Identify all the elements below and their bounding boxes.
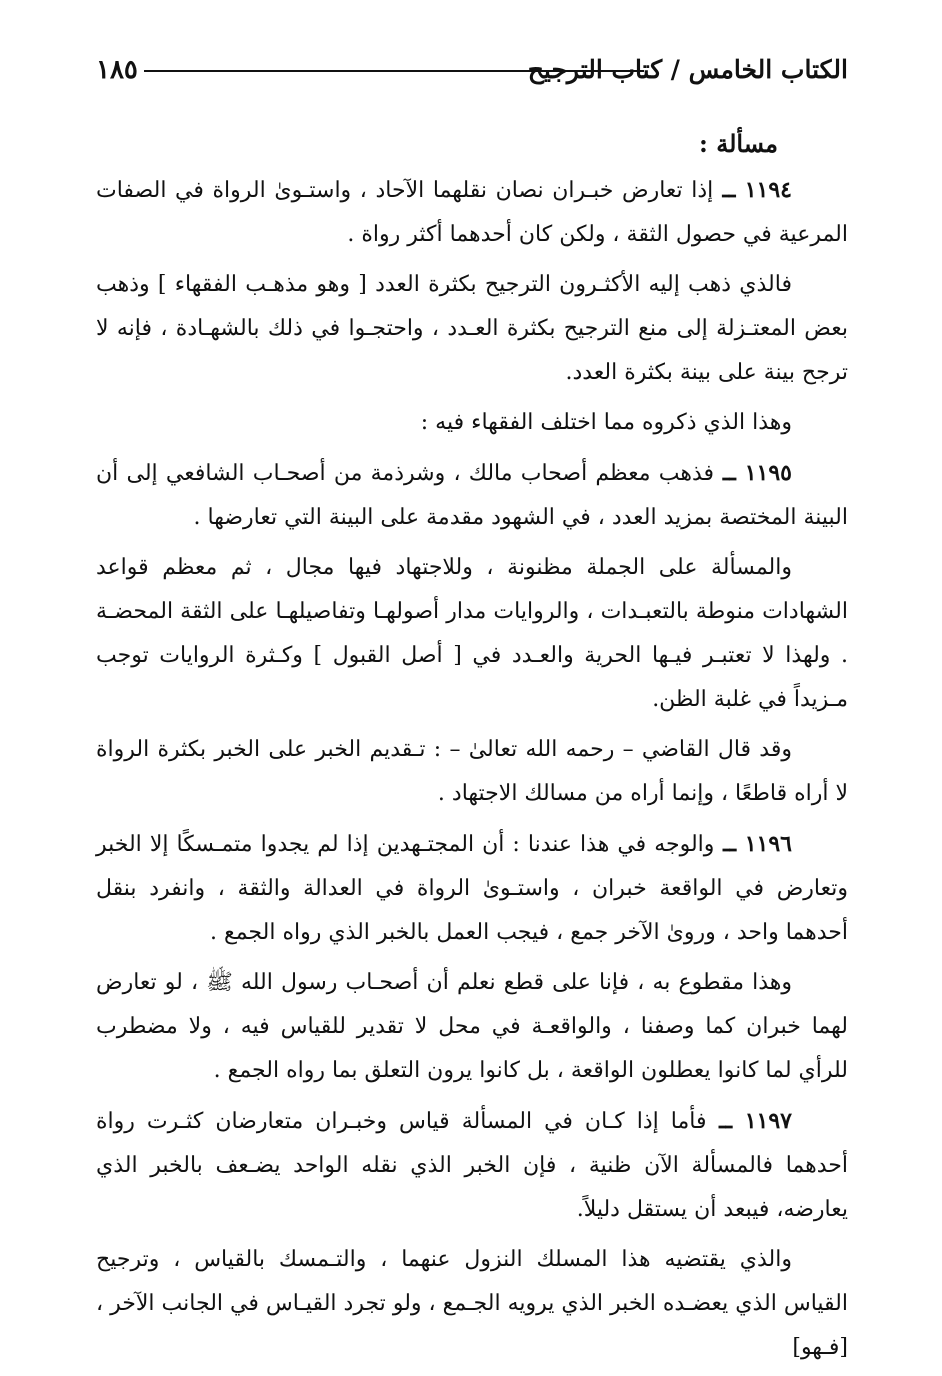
paragraph <box>96 1238 848 1370</box>
paragraph-1197 <box>96 1099 848 1232</box>
paragraph <box>96 263 848 395</box>
paragraph-text: فالذي ذهب إليه الأكثـرون الترجيح بكثرة العدد [ وهو مذهـب الفقهاء ] وذهب بعض المعتـزلة إلى منع الترجيح بكثرة العـدد ، واحتجـوا في ذلك بالشهـادة ، فإنه لا ترجح بينة على بينة بكثرة العدد. <box>96 272 848 385</box>
paragraph-text: والوجه في هذا عندنا : أن المجتـهدين إذا لم يجدوا متمـسكًا إلا الخبر وتعارض في الواقعة خبران ، واستـوىٰ الرواة في العدالة والثقة ، وانفرد بنقل أحدهما واحد ، وروىٰ الآخر جمع ، فيجب العمل بالخبر الذي رواه الجمع . <box>96 832 848 945</box>
page-header <box>96 52 848 96</box>
paragraph-number: ١١٩٥ ــ <box>714 460 792 486</box>
paragraph-number: ١١٩٦ ــ <box>714 831 792 857</box>
paragraph-text: إذا تعارض خبـران نصان نقلهما الآحاد ، واستـوىٰ الرواة في الصفات المرعية في حصول الثقة ، ولكن كان أحدهما أكثر رواة . <box>96 178 848 247</box>
paragraph <box>96 728 848 816</box>
paragraph-text: وهذا الذي ذكروه مما اختلف الفقهاء فيه : <box>420 410 792 435</box>
paragraph-1195 <box>96 451 848 540</box>
paragraph-1194 <box>96 168 848 257</box>
paragraph-text: فذهب معظم أصحاب مالك ، وشرذمة من أصحـاب الشافعي إلى أن البينة المختصة بمزيد العدد ، في الشهود مقدمة على البينة التي تعارضها . <box>96 461 848 530</box>
paragraph-text: فأما إذا كـان في المسألة قياس وخبـران متعارضان كثـرت رواة أحدهما فالمسألة الآن ظنية ، فإن الخبر الذي نقله الواحد يضـعف بالخبر الذي يعارضه، فيبعد أن يستقل دليلاً. <box>96 1109 848 1222</box>
paragraph-text: وقد قال القاضي – رحمه الله تعالىٰ – : تـقديم الخبر على الخبر بكثرة الرواة لا أراه قاطعًا ، وإنما أراه من مسالك الاجتهاد . <box>96 737 848 806</box>
paragraph-number: ١١٩٤ ــ <box>713 177 792 203</box>
paragraph-text: والمسألة على الجملة مظنونة ، وللاجتهاد فيها مجال ، ثم معظم قواعد الشهادات منوطة بالتعبـدات ، والروايات مدار أصولهـا وتفاصيلهـا على الثقة المحضـة . ولهذا لا تعتبـر فيـها الحرية والعـدد في [ أصل القبول ] وكـثرة الروايات توجب مـزيداً في غلبة الظن. <box>96 555 848 712</box>
paragraph-text: والذي يقتضيه هذا المسلك النزول عنهما ، والتـمسك بالقياس ، وترجيح القياس الذي يعضـده الخبر الذي يرويه الجـمع ، ولو تجرد القيـاس في الجانب الآخر ، [فـهو] <box>96 1247 848 1360</box>
page-body <box>96 124 848 1376</box>
paragraph <box>96 401 848 445</box>
paragraph <box>96 546 848 722</box>
paragraph-text: وهذا مقطوع به ، فإنا على قطع نعلم أن أصحـاب رسول الله ﷺ ، لو تعارض لهما خبران كما وصفنا ، والواقعـة في محل لا تقدير للقياس فيه ، ولا مضطرب للرأي لما كانوا يعطلون الواقعة ، بل كانوا يرون التعلق بما رواه الجمع . <box>96 970 848 1083</box>
page-number: ١٨٥ <box>96 55 138 85</box>
paragraph-number: ١١٩٧ ــ <box>706 1108 792 1134</box>
running-title: الكتاب الخامس / كتاب الترجيح <box>527 55 848 84</box>
section-heading: مسألة : <box>699 129 778 158</box>
paragraph <box>96 961 848 1093</box>
paragraph-1196 <box>96 822 848 955</box>
